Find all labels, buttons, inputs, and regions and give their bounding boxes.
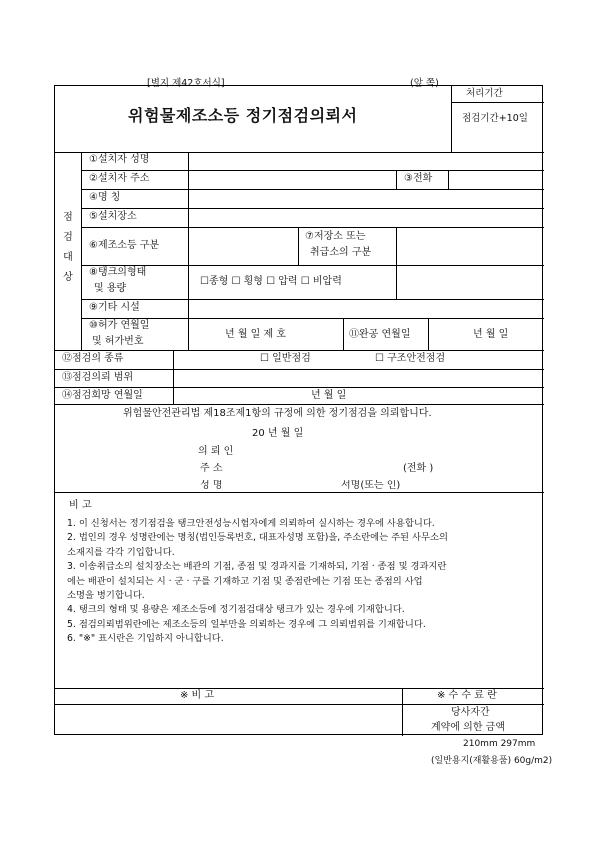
side-divider: [81, 152, 82, 350]
fee-note-1: 당사자간: [451, 707, 490, 718]
processing-divider: [451, 86, 452, 152]
note-item: 6. "※" 표시란은 기입하지 아니합니다.: [67, 633, 224, 645]
request-statement: 위험물안전관리법 제18조제1항의 규정에 의한 정기점검을 의뢰합니다.: [123, 408, 432, 419]
inspection-date-label: ⑭점검희망 연월일: [62, 390, 143, 401]
processing-period-label: 처리기간: [466, 88, 503, 99]
note-item: 4. 탱크의 형태 및 용량은 제조소등에 정기점검대상 탱크가 있는 경우에 기재합니다.: [67, 604, 405, 616]
note-item: 3. 이송취급소의 설치장소는 배관의 기점, 종점 및 경과지를 기재하되, 기점 · 종점 및 경과지란: [67, 561, 447, 573]
request-date: 20 년 월 일: [252, 428, 304, 439]
inspection-date-fields: 년 월 일: [311, 390, 347, 401]
subject-side-label: 점 검 대 상: [63, 212, 73, 283]
facility-type-label: ⑥제조소등 구분: [89, 240, 160, 251]
remarks-heading: ※ 비 고: [180, 690, 215, 701]
signature-label: 서명(또는 인): [341, 480, 401, 491]
permit-date-fields: 년 월 일 제 호: [225, 329, 287, 340]
notes-list: [67, 517, 448, 647]
note-item: 2. 법인의 경우 성명란에는 명칭(법인등록번호, 대표자성명 포함)을, 주소란에는 주된 사무소의: [67, 532, 448, 544]
completion-date-label: ⑪완공 연월일: [349, 329, 411, 340]
inspection-scope-label: ⑬점검의뢰 범위: [62, 372, 134, 383]
location-label: ⑤설치장소: [89, 211, 137, 222]
other-facilities-label: ⑨기타 시설: [89, 302, 140, 313]
phone-label: ③전화: [404, 173, 433, 184]
note-item: 에는 배관이 설치되는 시 · 군 · 구를 기재하고 기점 및 종점란에는 기점 또는 종점의 사업: [67, 575, 423, 587]
permit-date-label: ⑩허가 연월일: [89, 320, 150, 331]
storage-type-label: ⑦저장소 또는: [305, 231, 366, 242]
tank-type-options: ☐종형 ☐ 횡형 ☐ 압력 ☐ 비압력: [200, 276, 342, 287]
requester-phone: (전화 ): [403, 463, 434, 474]
note-item: 1. 이 신청서는 정기점검을 탱크안전성능시험자에게 의뢰하여 실시하는 경우에 사용합니다.: [67, 518, 435, 529]
general-inspection-option: ☐ 일반점검: [260, 353, 311, 364]
processing-period-value: 점검기간+10일: [462, 113, 528, 124]
inspection-request-form: 위험물제조소등 정기점검의뢰서 처리기간 점검기간+10일 점 검 대 상 ①설치자 성명 ②설치자 주소 ③전화 ④명 칭 ⑤설치장소 ⑥제조소등 구분 ⑦저장소 또는 취급소의 구분 ⑧탱크의형태 및 용량 ☐종형 ☐ 횡형 ☐ 압력 ☐ 비압력 ⑨기타 시설 ⑩허가 연월일 및 허가번호 년 월 일 제 호 ⑪완공 연월일 년 월 일 ⑫점검의 종류 ☐ 일반점검 ☐ 구조안전점검 ⑬점검의뢰 범위 ⑭점검희망 연월일 년 월 일 위험물안전관리법 제18조제1항의 규정에 의한 정기점검을 의뢰합니다. 20 년 월 일 의 뢰 인 주 소 (전화 ) 성 명 서명(또는 인) 비 고 1. 이 신청서는 정기점검을 탱크안전성능시험자에게 의뢰하여 실시하는 경우에 사용합니다. 2. 법인의 경우 성명란에는 명칭(법인등록번호, 대표자성명 포함)을, 주소란에는 주된 사무소의 소재지를 각각 기입합니다. 3. 이송취급소의 설치장소는 배관의 기점, 종점 및 경과지를 기재하되, 기점 · 종점 및 경과지란 에는 배관이 설치되는 시 · 군 · 구를 기재하고 기점 및 종점란에는 기점 또는 종점의 사업 소명을 병기합니다. 4. 탱크의 형태 및 용량은 제조소등에 정기점검대상 탱크가 있는 경우에 기재합니다. 5. 점검의뢰범위란에는 제조소등의 일부만을 의뢰하는 경우에 그 의뢰범위를 기재합니다. 6. "※" 표시란은 기입하지 아니합니다. ※ 비 고 ※ 수 수 료 란 당사자간 계약에 의한 금액: [54, 85, 543, 735]
installer-address-label: ②설치자 주소: [89, 173, 150, 184]
form-title: 위험물제조소등 정기점검의뢰서: [128, 106, 358, 125]
note-item: 소명을 병기합니다.: [67, 590, 145, 602]
page-side-label: (앞 쪽): [410, 78, 439, 89]
label-divider: [188, 152, 189, 350]
requester-label: 의 뢰 인: [198, 446, 234, 457]
form-number: [별지 제42호서식]: [147, 78, 225, 89]
note-item: 5. 점검의뢰범위란에는 제조소등의 일부만을 의뢰하는 경우에 그 의뢰범위를 기재합니다.: [67, 618, 426, 630]
fee-heading: ※ 수 수 료 란: [437, 690, 497, 701]
header-bottom-line: [55, 152, 544, 153]
structural-inspection-option: ☐ 구조안전점검: [375, 353, 446, 364]
tank-form-label: ⑧탱크의형태: [89, 267, 147, 278]
installer-name-label: ①설치자 성명: [89, 154, 150, 165]
address-label: 주 소: [200, 463, 223, 474]
fee-note-2: 계약에 의한 금액: [431, 722, 505, 733]
inspection-type-label: ⑫점검의 종류: [62, 353, 124, 364]
paper-spec: (일반용지(재활용품) 60g/m2): [431, 756, 553, 766]
facility-name-label: ④명 칭: [89, 192, 121, 203]
processing-line: [451, 102, 544, 103]
note-item: 소재지를 각각 기입합니다.: [67, 546, 175, 558]
notes-heading: 비 고: [69, 500, 92, 511]
name-label: 성 명: [200, 480, 223, 491]
paper-size: 210mm 297mm: [463, 739, 536, 749]
completion-date-fields: 년 월 일: [473, 329, 509, 340]
